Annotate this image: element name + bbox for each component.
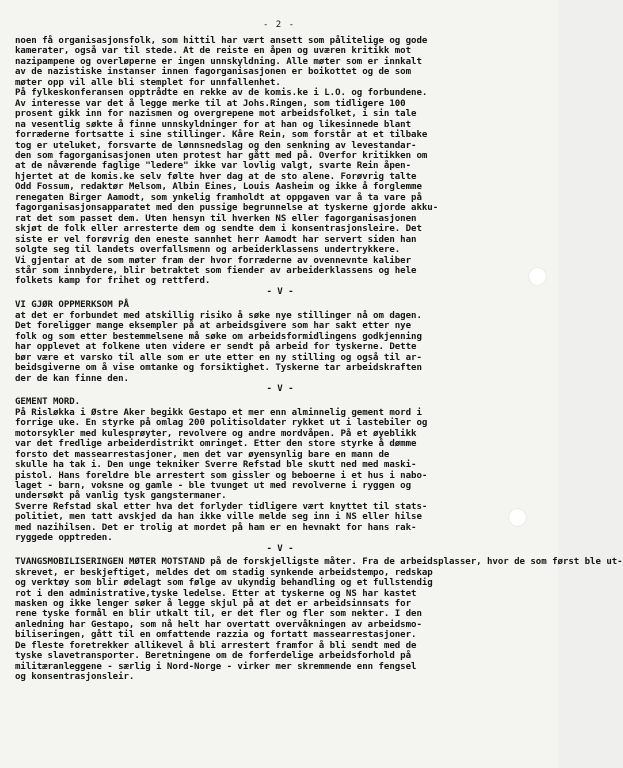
text-line: Av interesse var det å legge merke til at Johs.Ringen, som tidligere 100 (15, 98, 406, 109)
section-lines (15, 36, 545, 287)
text-line: na vesentlig søkte å finne unnskyldninger for at han og likesinnede blant (15, 119, 412, 130)
punch-hole-bottom (509, 509, 526, 526)
text-line: folk og som etter bestemmelsene må søke om arbeidsformidlingens godkjenning (15, 331, 422, 342)
section-heading-line (15, 557, 623, 568)
section-lines (15, 311, 545, 384)
section-gement-mord (15, 397, 545, 554)
text-line: forrige uke. En styrke på omlag 200 politisoldater rykket ut i lastebiler og (15, 418, 428, 429)
text-line: De fleste foretrekker allikevel å bli arrestert framfor å bli sendt med de (15, 640, 417, 651)
text-line: tyske slavetransporter. Beretningene om de forferdelige arbeidsforhold på (15, 651, 412, 662)
text-line: laget - barn, voksne og gamle - ble tvunget ut med revolverne i ryggen og (15, 481, 412, 492)
text-line: skulle ha tak i. Den unge tekniker Sverre Refstad ble skutt ned med maski- (15, 460, 417, 471)
text-line: siste er vel forøvrig den eneste sannhet herr Aamodt har servert siden han (15, 234, 417, 245)
text-line: og verktøy som blir ødelagt som følge av ukyndig behandling og et fullstendig (15, 578, 433, 589)
section-vi-gjor-oppmerksom (15, 300, 545, 394)
text-line: skjøt de folk eller arresterte dem og sendte dem i konsentrasjonsleire. Det (15, 224, 422, 235)
section-heading-tail: på de forskjelligste måter. Fra de arbeidsplasser, hvor de som først ble ut- (204, 557, 623, 568)
text-line: motorsykler med kulesprøyter, revolvere og andre mordvåpen. På et øyeblikk (15, 428, 417, 439)
section-lines (15, 568, 545, 683)
text-line: rene tyske formål en blir utkalt til, er det fler og fler som nekter. I den (15, 609, 422, 620)
text-line: noen få organisasjonsfolk, som hittil har vært ansett som pålitelige og gode (15, 36, 428, 46)
section-heading: GEMENT MORD. (15, 397, 81, 408)
text-line: og konsentrasjonsleir. (15, 672, 135, 683)
text-line: med nazihilsen. Det er trolig at mordet på ham er en hevnakt for hans rak- (15, 522, 417, 533)
text-line: skrevet, er beskjeftiget, meldes det om stadig synkende arbeidstempo, redskap (15, 567, 433, 578)
text-line: nazipampene og overløperne er ingen unnskyldning. Alle møter som er innkalt (15, 56, 422, 67)
text-line: at de nåværende faglige "ledere" ikke var lovlig valgt, svarte Rein åpen- (15, 161, 412, 172)
text-line: anledning har Gestapo, som nå helt har overtatt overvåkningen av arbeidsmo- (15, 619, 422, 630)
text-line: ryggede opptreden. (15, 533, 113, 544)
text-line: fagorganisasjonsapparatet med den pussige begrunnelse at tyskerne gjorde akku- (15, 203, 439, 214)
text-line: har opplevet at folkene uten videre er sendt på arbeid for tyskerne. Dette (15, 342, 417, 353)
punch-hole-top (529, 268, 546, 285)
text-line: renegaten Birger Aamodt, som ynkelig framholdt at oppgaven var å ta vare på (15, 192, 422, 203)
text-line: står som innbydere, blir betraktet som fiender av arbeiderklassens og hele (15, 265, 417, 276)
text-line: forsto det massearrestasjoner, men det var øyensynlig bare en mann de (15, 449, 390, 460)
text-line: forræderne fortsatte i sine stillinger. Kåre Rein, som forstår at et tilbake (15, 130, 428, 141)
section-heading: VI GJØR OPPMERKSOM PÅ (15, 300, 129, 311)
document-body (15, 36, 623, 683)
text-line: Odd Fossum, redaktør Melsom, Albin Eines, Louis Aasheim og ikke å forglemme (15, 182, 422, 193)
section-separator: - V - (266, 543, 294, 554)
text-line: solgte seg til landets overfallsmenn og arbeiderklassens undertrykkere. (15, 245, 401, 256)
text-line: biliseringen, gått til en omfattende razzia og fortatt massearrestasjoner. (15, 630, 417, 641)
text-line: av de nazistiske instanser innen fagorganisasjonen er boikottet og de som (15, 67, 412, 78)
text-line: politiet, men tatt avskjed da han ikke ville melde seg inn i NS eller hilse (15, 512, 422, 523)
section-nazi-meetings (15, 36, 545, 297)
section-tvangsmobilisering (15, 557, 623, 683)
text-line: at det er forbundet med atskillig risiko å søke nye stillinger nå om dagen. (15, 310, 422, 321)
text-line: pistol. Hans foreldre ble arrestert som gissler og beboerne i et hus i nabo- (15, 470, 428, 481)
text-line: Sverre Refstad skal etter hva det forlyder tidligere vært knyttet til stats- (15, 501, 428, 512)
text-line: masken og ikke lenger søker å legge skjul på at det er arbeidsinnsats for (15, 599, 412, 610)
section-lines (15, 408, 545, 544)
section-separator: - V - (266, 286, 294, 297)
text-line: undersøkt på vanlig tysk gangstermaner. (15, 491, 227, 502)
text-line: Vi gjentar at de som møter fram der hvor forræderne av ovennevnte kaliber (15, 255, 412, 266)
text-line: kamerater, også var til stede. At de reiste en åpen og uværen kritikk mot (15, 46, 412, 57)
text-line: den som fagorganisasjonen uten protest har gått med på. Overfor kritikken om (15, 150, 428, 161)
text-line: hjertet at de komis.ke selv følte hver dag at de sto alene. Forøvrig talte (15, 171, 417, 182)
text-line: rat det som passet dem. Uten hensyn til hverken NS eller fagorganisasjonen (15, 213, 417, 224)
text-line: militæranleggene - særlig i Nord-Norge - virker mer skremmende enn fengsel (15, 661, 417, 672)
text-line: tog er uteluket, forsvarte de lønnsnedslag og den senkning av levestandar- (15, 140, 417, 151)
text-line: der de kan finne den. (15, 373, 129, 384)
text-line: beidsgiverne om å vise omtanke og forsiktighet. Tyskerne tar arbeidskraften (15, 363, 422, 374)
page-number: - 2 - (262, 20, 296, 30)
section-separator: - V - (266, 383, 294, 394)
text-line: På Risløkka i Østre Aker begikk Gestapo et mer enn alminnelig gement mord i (15, 407, 422, 418)
section-heading: TVANGSMOBILISERINGEN MØTER MOTSTAND (15, 557, 205, 568)
text-line: bør være et varsko til alle som er ute etter en ny stilling og også til ar- (15, 352, 422, 363)
text-line: rot i den administrative,tyske ledelse. Etter at tyskerne og NS har kastet (15, 588, 417, 599)
text-line: var det fredlige arbeiderdistrikt omringet. Etter den store styrke å dømme (15, 439, 417, 450)
text-line: møter opp vil alle bli stemplet for unnfallenhet. (15, 77, 281, 88)
text-line: Det foreligger mange eksempler på at arbeidsgivere som har sakt etter nye (15, 321, 412, 332)
text-line: På fylkeskonferansen opptrådte en rekke av de komis.ke i L.O. og forbundene. (15, 88, 428, 99)
text-line: folkets kamp for frihet og rettferd. (15, 276, 211, 287)
text-line: prosent gikk inn for nazismen og overgrepene mot arbeidsfolket, i sin tale (15, 109, 417, 120)
